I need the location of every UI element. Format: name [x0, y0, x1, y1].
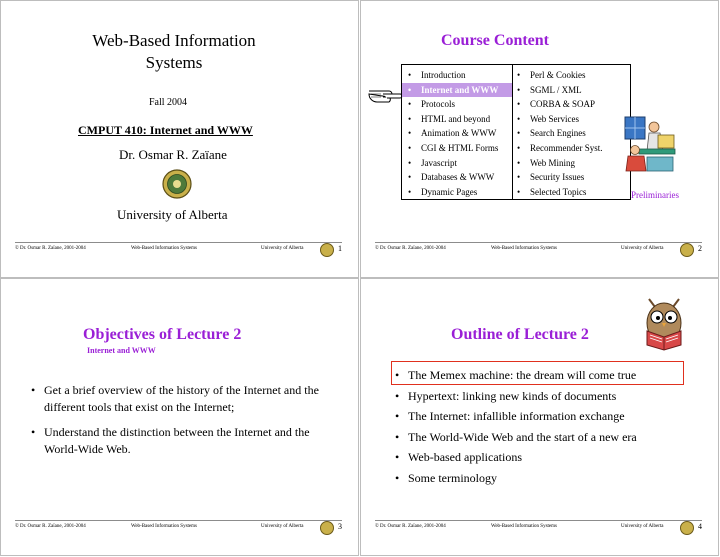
topic-item: • CORBA & SOAP [517, 97, 629, 112]
slide-3-title: Objectives of Lecture 2 [83, 326, 242, 343]
outline-item: • Some terminology [395, 468, 690, 489]
topic-item: • SGML / XML [517, 83, 629, 98]
topic-item: • Web Services [517, 112, 629, 127]
footer-seal-icon [320, 521, 334, 535]
slide-2-title: Course Content [441, 32, 549, 49]
footer-course: Web-Based Information Systems [491, 524, 557, 529]
instructor-name: Dr. Osmar R. Zaïane [119, 147, 227, 162]
outline-item: • The Memex machine: the dream will come true [395, 365, 690, 386]
footer-university: University of Alberta [621, 524, 664, 529]
owl-reading-book-icon [641, 295, 687, 351]
slide-footer [15, 242, 342, 257]
topic-item: • Recommender Syst. [517, 141, 629, 156]
slide-4 [360, 278, 719, 556]
footer-course: Web-Based Information Systems [131, 246, 197, 251]
footer-seal-icon [320, 243, 334, 257]
slide-number: 1 [338, 244, 342, 253]
topics-right-list [517, 68, 629, 199]
outline-item: • Hypertext: linking new kinds of documents [395, 386, 690, 407]
topic-item-current: • Internet and WWW [408, 83, 516, 98]
slide-footer [375, 520, 702, 535]
topic-item: • Perl & Cookies [517, 68, 629, 83]
slide-1-title: Web-Based Information Systems [92, 31, 256, 72]
term-label: Fall 2004 [149, 97, 188, 108]
footer-course: Web-Based Information Systems [491, 246, 557, 251]
topic-item: • CGI & HTML Forms [408, 141, 516, 156]
topic-item: • Search Engines [517, 126, 629, 141]
slide-3 [0, 278, 359, 556]
footer-copyright: © Dr. Osmar R. Zaïane, 2001-2004 [15, 524, 86, 529]
slide-1 [0, 0, 359, 278]
slide-2 [360, 0, 719, 278]
topic-item: • Introduction [408, 68, 516, 83]
university-name: University of Alberta [117, 207, 228, 222]
pointing-hand-icon [367, 85, 403, 105]
footer-copyright: © Dr. Osmar R. Zaïane, 2001-2004 [375, 246, 446, 251]
topics-left-list [408, 68, 516, 199]
topic-item: • Databases & WWW [408, 170, 516, 185]
objective-item: • Understand the distinction between the Internet and the World-Wide Web. [31, 424, 321, 458]
slide-number: 3 [338, 522, 342, 531]
slide-3-subtitle: Internet and WWW [87, 346, 156, 355]
outline-list [395, 365, 690, 489]
objectives-list [31, 382, 321, 466]
footer-university: University of Alberta [261, 246, 304, 251]
topic-item: • Javascript [408, 156, 516, 171]
objective-item: • Get a brief overview of the history of the Internet and the different tools that exist on the Internet; [31, 382, 321, 416]
topic-item: • Protocols [408, 97, 516, 112]
slide-4-title: Outline of Lecture 2 [451, 326, 589, 343]
footer-university: University of Alberta [261, 524, 304, 529]
course-code: CMPUT 410: Internet and WWW [78, 123, 253, 137]
people-at-computer-clipart [623, 113, 678, 175]
slide-number: 4 [698, 522, 702, 531]
footer-university: University of Alberta [621, 246, 664, 251]
outline-item: • The Internet: infallible information exchange [395, 406, 690, 427]
preliminaries-label: Preliminaries [631, 190, 679, 200]
topic-item: • HTML and beyond [408, 112, 516, 127]
footer-copyright: © Dr. Osmar R. Zaïane, 2001-2004 [15, 246, 86, 251]
topic-item: • Web Mining [517, 156, 629, 171]
footer-copyright: © Dr. Osmar R. Zaïane, 2001-2004 [375, 524, 446, 529]
slide-number: 2 [698, 244, 702, 253]
course-content-table [401, 64, 631, 200]
slide-footer [375, 242, 702, 257]
slide-footer [15, 520, 342, 535]
footer-seal-icon [680, 243, 694, 257]
topic-item: • Animation & WWW [408, 126, 516, 141]
footer-course: Web-Based Information Systems [131, 524, 197, 529]
topic-item: • Dynamic Pages [408, 185, 516, 200]
outline-item: • The World-Wide Web and the start of a new era [395, 427, 690, 448]
footer-seal-icon [680, 521, 694, 535]
university-seal-icon [162, 169, 192, 199]
topic-item: • Selected Topics [517, 185, 629, 200]
outline-item: • Web-based applications [395, 447, 690, 468]
topic-item: • Security Issues [517, 170, 629, 185]
